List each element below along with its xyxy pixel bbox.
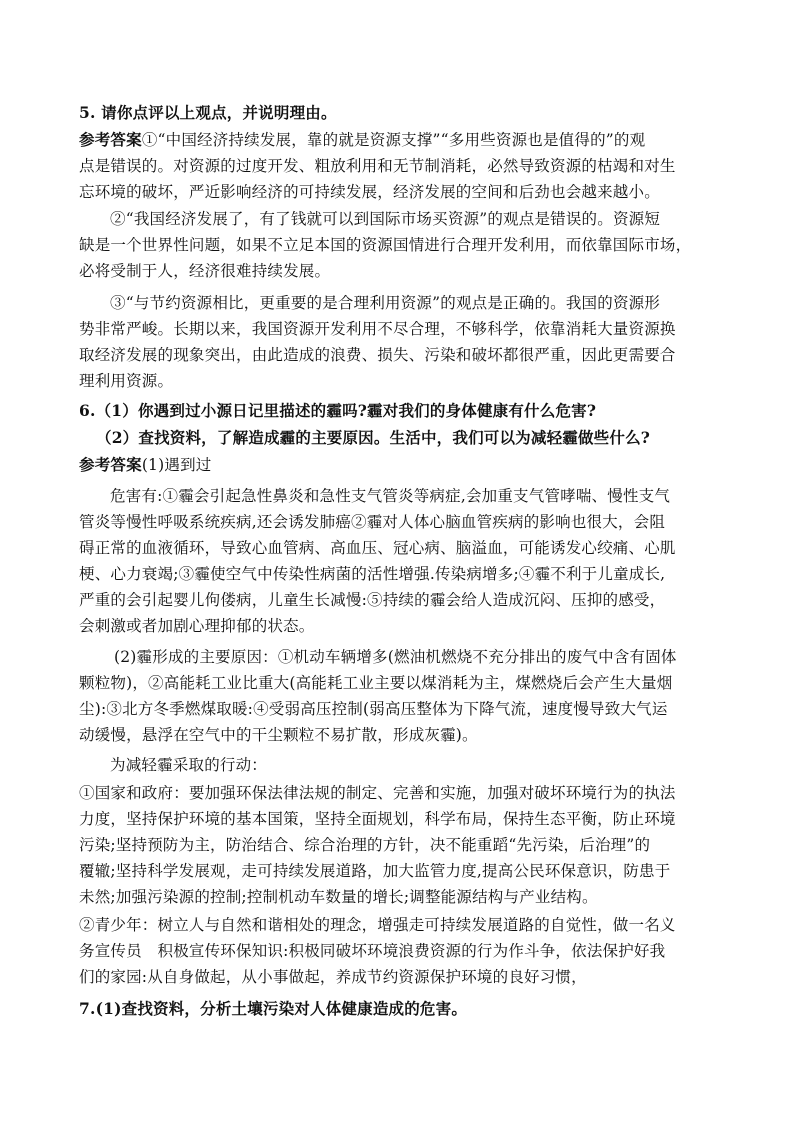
answer-line: 们的家园:从自身做起，从小事做起，养成节约资源保护环境的良好习惯， [79, 968, 587, 986]
answer-line: 缺是一个世界性问题，如果不立足本国的资源国情进行合理开发利用，而依靠国际市场， [79, 236, 692, 254]
answer-line: 未然;加强污染源的控制;控制机动车数量的增长;调整能源结构与产业结构。 [79, 888, 598, 906]
answer-label: 参考答案 [79, 455, 142, 474]
answer-line: ②青少年：树立人与自然和谐相处的理念，增强走可持续发展道路的自觉性，做一名义 [79, 916, 676, 934]
answer-line: 会刺激或者加剧心理抑郁的状态。 [79, 617, 315, 635]
answer-line: 碍正常的血液循环，导致心血管病、高血压、冠心病、脑溢血，可能诱发心绞痛、心肌 [79, 539, 676, 557]
answer-line: 污染;坚持预防为主，防治结合、综合治理的方针，决不能重蹈“先污染，后治理”的 [79, 836, 651, 854]
answer-text: ①“中国经济持续发展，靠的就是资源支撑”“多用些资源也是值得的”的观 [141, 131, 646, 149]
answer-line: 忘环境的破坏，严近影响经济的可持续发展，经济发展的空间和后劲也会越来越小。 [79, 183, 660, 201]
answer-line: 理利用资源。 [79, 372, 174, 390]
answer-line: 力度，坚持保护环境的基本国策，坚持全面规划，科学布局，保持生态平衡，防止环境 [79, 810, 676, 828]
question-7-title: 7.(1)查找资料，分析土壤污染对人体健康造成的危害。 [79, 999, 468, 1018]
question-6-answer-line [79, 452, 727, 478]
answer-label: 参考答案 [79, 130, 142, 149]
answer-line: 管炎等慢性呼吸系统疾病,还会诱发肺癌②霾对人体心脑血管疾病的影响也很大，会阻 [79, 513, 666, 531]
question-5-answer-line [79, 127, 727, 153]
question-6-title-1: 6.（1）你遇到过小源日记里描述的霾吗?霾对我们的身体健康有什么危害? [79, 401, 597, 420]
answer-line: 动缓慢，悬浮在空气中的干尘颗粒不易扩散，形成灰霾)。 [79, 726, 478, 744]
answer-line: ①国家和政府：要加强环保法律法规的制定、完善和实施，加强对破坏环境行为的执法 [79, 784, 676, 802]
answer-line: 务宣传员 积极宣传环保知识:积极同破坏环境浪费资源的行为作斗争，依法保护好我 [79, 942, 666, 960]
answer-line: 必将受制于人，经济很难持续发展。 [79, 262, 331, 280]
answer-line: 点是错误的。对资源的过度开发、粗放利用和无节制消耗，必然导致资源的枯竭和对生 [79, 157, 676, 175]
answer-line: ③“与节约资源相比，更重要的是合理利用资源”的观点是正确的。我国的资源形 [110, 294, 661, 312]
answer-line: 危害有:①霾会引起急性鼻炎和急性支气管炎等病症,会加重支气管哮喘、慢性支气 [110, 487, 671, 505]
answer-line: 取经济发展的现象突出，由此造成的浪费、损失、污染和破坏都很严重，因此更需要合 [79, 346, 676, 364]
answer-line: 为减轻霾采取的行动： [110, 756, 268, 774]
answer-line: 梗、心力衰竭;③霾使空气中传染性病菌的活性增强.传染病增多;④霾不利于儿童成长, [79, 565, 666, 583]
answer-line: 覆辙;坚持科学发展观，走可持续发展道路，加大监管力度,提高公民环保意识，防患于 [79, 862, 671, 880]
answer-line: ②“我国经济发展了，有了钱就可以到国际市场买资源”的观点是错误的。资源短 [110, 210, 661, 228]
question-6-title-2: （2）查找资料，了解造成霾的主要原因。生活中，我们可以为减轻霾做些什么? [96, 428, 651, 447]
answer-line: 颗粒物)，②高能耗工业比重大(高能耗工业主要以煤消耗为主，煤燃烧后会产生大量烟 [79, 674, 673, 692]
answer-line: (2)霾形成的主要原因：①机动车辆增多(燃油机燃烧不充分排出的废气中含有固体 [114, 648, 677, 666]
answer-line: 严重的会引起婴儿佝偻病，儿童生长减慢:⑤持续的霾会给人造成沉闷、压抑的感受， [79, 591, 666, 609]
answer-line: 势非常严峻。长期以来，我国资源开发利用不尽合理，不够科学，依靠消耗大量资源换 [79, 320, 676, 338]
question-5-title: 5. 请你点评以上观点，并说明理由。 [79, 103, 337, 122]
answer-line: 尘):③北方冬季燃煤取暖:④受弱高压控制(弱高压整体为下降气流，速度慢导致大气运 [79, 700, 668, 718]
answer-text: (1)遇到过 [141, 456, 212, 474]
